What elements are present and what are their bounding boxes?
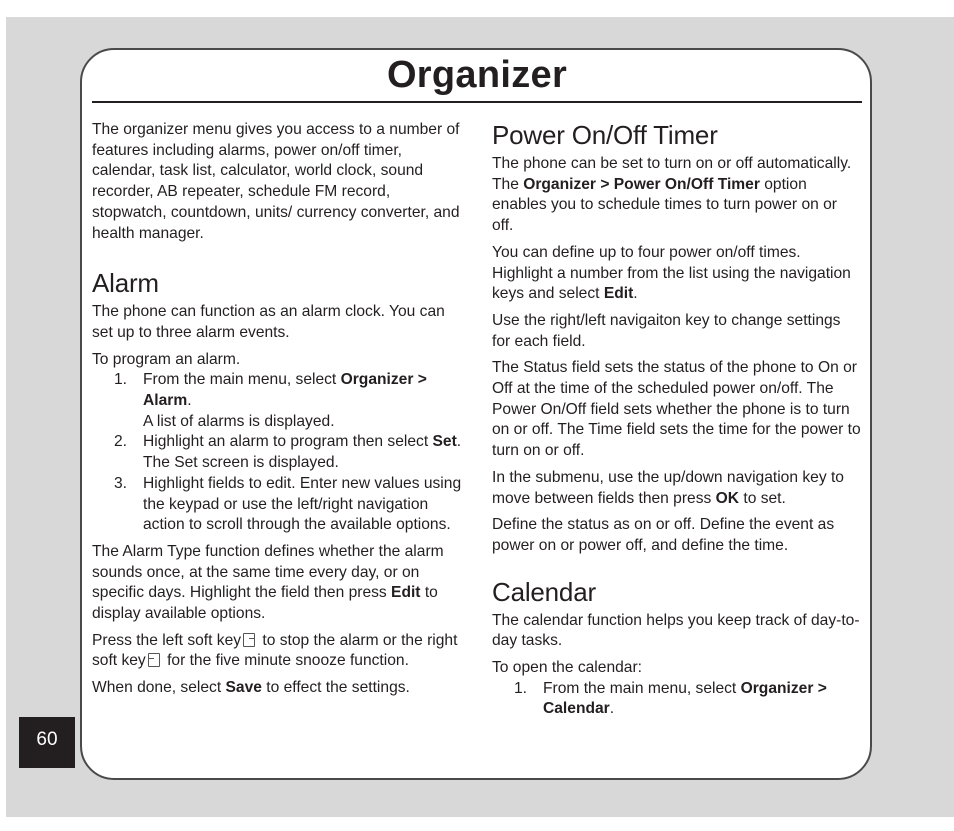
timer-paragraph-4: The Status field sets the status of the phone to On or Off at the time of the scheduled power on/off. The Power On/Off field sets whether the phone is to turn on or off. The Time field sets the time for the power to turn on or off. bbox=[492, 359, 861, 460]
timer-paragraph-2 bbox=[492, 243, 862, 305]
page-title: Organizer bbox=[386, 54, 568, 96]
paragraph-text-end: for the five minute snooze function. bbox=[162, 652, 409, 670]
edit-keyword: Edit bbox=[391, 584, 421, 602]
alarm-step-1 bbox=[92, 370, 468, 432]
paragraph-text: In the submenu, use the up/down navigation key to move between fields then press bbox=[492, 468, 844, 507]
paragraph-text: You can define up to four power on/off times. Highlight a number from the list using the navigation keys and select bbox=[492, 243, 851, 303]
intro-paragraph: The organizer menu gives you access to a number of features including alarms, power on/off timer, calendar, task list, calculator, world clock, sound recorder, AB repeater, schedule FM record, stopwatch, countdown, units/ currency converter, and health manager. bbox=[92, 121, 460, 242]
title-divider bbox=[92, 101, 862, 103]
timer-paragraph-5 bbox=[492, 468, 862, 509]
right-soft-key-icon bbox=[148, 653, 160, 667]
step-number: 1. bbox=[514, 679, 528, 697]
step-number: 2. bbox=[114, 433, 128, 451]
paragraph-text-end: . bbox=[633, 285, 638, 303]
alarm-steps-list bbox=[92, 370, 468, 536]
paragraph-text-end: to set. bbox=[739, 489, 786, 507]
edit-keyword: Edit bbox=[603, 285, 634, 303]
calendar-paragraph-2: To open the calendar: bbox=[492, 659, 642, 677]
page-number: 60 bbox=[19, 717, 75, 768]
right-column bbox=[492, 120, 862, 726]
left-soft-key-icon bbox=[243, 633, 255, 647]
step-text: Highlight an alarm to program then select bbox=[143, 433, 433, 451]
timer-paragraph-6: Define the status as on or off. Define the event as power on or power off, and define the time. bbox=[492, 516, 835, 554]
paragraph-text: The phone can be set to turn on or off automatically. The bbox=[492, 155, 852, 193]
alarm-heading: Alarm bbox=[92, 268, 159, 299]
save-keyword: Save bbox=[225, 679, 262, 697]
calendar-step-1 bbox=[492, 679, 862, 720]
alarm-step-3 bbox=[92, 474, 468, 536]
step-number: 3. bbox=[114, 474, 128, 492]
paragraph-text: When done, select bbox=[92, 679, 226, 697]
step-menu-path: Organizer > Calendar bbox=[543, 679, 827, 718]
ok-keyword: OK bbox=[715, 489, 740, 507]
step-number: 1. bbox=[114, 371, 128, 389]
paragraph-text: The Alarm Type function defines whether the alarm sounds once, at the same time every day, or on specific days. Highlight the field then press bbox=[92, 542, 444, 602]
alarm-step-2 bbox=[92, 432, 468, 473]
step-menu-path: Organizer > Alarm bbox=[143, 371, 427, 410]
paragraph-text-middle: to stop the alarm or the right soft key bbox=[92, 631, 458, 670]
calendar-heading: Calendar bbox=[492, 576, 596, 607]
soft-key-paragraph bbox=[92, 631, 468, 672]
calendar-paragraph-1: The calendar function helps you keep track of day-to-day tasks. bbox=[492, 611, 860, 650]
save-paragraph bbox=[92, 678, 468, 699]
paragraph-text-end: option enables you to schedule times to turn power on or off. bbox=[492, 175, 837, 235]
alarm-paragraph-2: To program an alarm. bbox=[92, 350, 241, 368]
paragraph-text-end: to display available options. bbox=[92, 584, 438, 623]
timer-menu-path: Organizer > Power On/Off Timer bbox=[523, 175, 760, 193]
alarm-type-paragraph bbox=[92, 542, 468, 625]
timer-heading: Power On/Off Timer bbox=[492, 120, 718, 150]
step-note: A list of alarms is displayed. bbox=[143, 412, 335, 430]
step-text: From the main menu, select bbox=[143, 371, 341, 389]
left-column bbox=[92, 120, 468, 705]
step-text-end: . bbox=[609, 700, 615, 718]
step-text-end: . bbox=[187, 392, 192, 410]
timer-paragraph-1 bbox=[492, 154, 862, 237]
alarm-paragraph-1: The phone can function as an alarm clock. You can set up to three alarm events. bbox=[92, 303, 445, 341]
paragraph-text: Press the left soft key bbox=[92, 631, 242, 649]
step-text-end: . The Set screen is displayed. bbox=[143, 433, 462, 472]
step-keyword: Set bbox=[432, 433, 457, 451]
timer-paragraph-3: Use the right/left navigaiton key to change settings for each field. bbox=[492, 311, 841, 350]
step-text: From the main menu, select bbox=[543, 679, 741, 697]
step-text: Highlight fields to edit. Enter new values using the keypad or use the left/right navigation action to scroll through the available options. bbox=[143, 474, 462, 534]
paragraph-text-end: to effect the settings. bbox=[261, 679, 410, 697]
calendar-steps-list bbox=[492, 679, 862, 720]
